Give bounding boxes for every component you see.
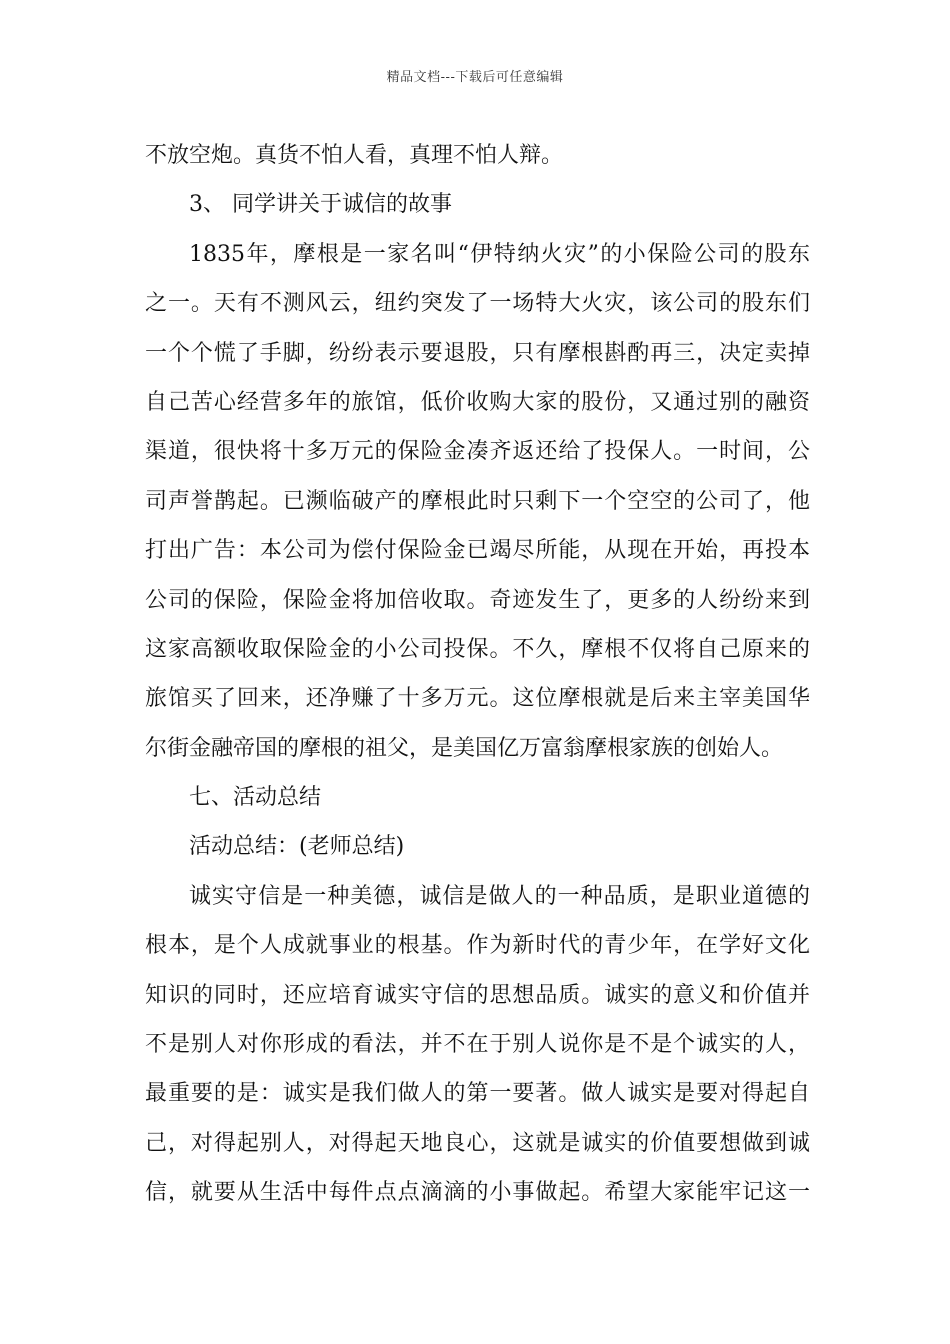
text-line: 活动总结：(老师总结) bbox=[189, 834, 405, 860]
text-line: 不是别人对你形成的看法，并不在于别人说你是不是个诚实的人， bbox=[145, 1032, 810, 1058]
text-line: 司声誉鹊起。已濒临破产的摩根此时只剩下一个空空的公司了，他 bbox=[145, 488, 810, 514]
text-line: 诚实守信是一种美德，诚信是做人的一种品质，是职业道德的 bbox=[189, 883, 810, 909]
text-line: 七、活动总结 bbox=[189, 785, 322, 811]
text-line: 公司的保险，保险金将加倍收取。奇迹发生了，更多的人纷纷来到 bbox=[145, 587, 810, 613]
text-line: 最重要的是：诚实是我们做人的第一要著。做人诚实是要对得起自 bbox=[145, 1081, 810, 1107]
text-line: 自己苦心经营多年的旅馆，低价收购大家的股份，又通过别的融资 bbox=[145, 389, 810, 415]
text-line: 根本，是个人成就事业的根基。作为新时代的青少年，在学好文化 bbox=[145, 933, 810, 959]
text-line: 打出广告：本公司为偿付保险金已竭尽所能，从现在开始，再投本 bbox=[145, 538, 810, 564]
text-line: 己，对得起别人，对得起天地良心，这就是诚实的价值要想做到诚 bbox=[145, 1130, 810, 1156]
text-line: 这家高额收取保险金的小公司投保。不久，摩根不仅将自己原来的 bbox=[145, 636, 810, 662]
text-line: 尔街金融帝国的摩根的祖父，是美国亿万富翁摩根家族的创始人。 bbox=[145, 735, 784, 761]
text-line: 之一。天有不测风云，纽约突发了一场特大火灾，该公司的股东们 bbox=[145, 291, 810, 317]
text-line: 旅馆买了回来，还净赚了十多万元。这位摩根就是后来主宰美国华 bbox=[145, 686, 810, 712]
text-line: 一个个慌了手脚，纷纷表示要退股，只有摩根斟酌再三，决定卖掉 bbox=[145, 340, 810, 366]
text-line: 3、 同学讲关于诚信的故事 bbox=[189, 192, 452, 218]
text-line: 渠道，很快将十多万元的保险金凑齐返还给了投保人。一时间，公 bbox=[145, 439, 810, 465]
text-line: 不放空炮。真货不怕人看，真理不怕人辩。 bbox=[145, 143, 564, 168]
document-body bbox=[145, 131, 810, 1218]
text-line: 1835年，摩根是一家名叫“伊特纳火灾”的小保险公司的股东 bbox=[189, 241, 810, 267]
page-header: 精品文档---下载后可任意编辑 bbox=[386, 70, 564, 85]
text-line: 信，就要从生活中每件点点滴滴的小事做起。希望大家能牢记这一 bbox=[145, 1180, 810, 1206]
text-line: 知识的同时，还应培育诚实守信的思想品质。诚实的意义和价值并 bbox=[145, 982, 810, 1008]
